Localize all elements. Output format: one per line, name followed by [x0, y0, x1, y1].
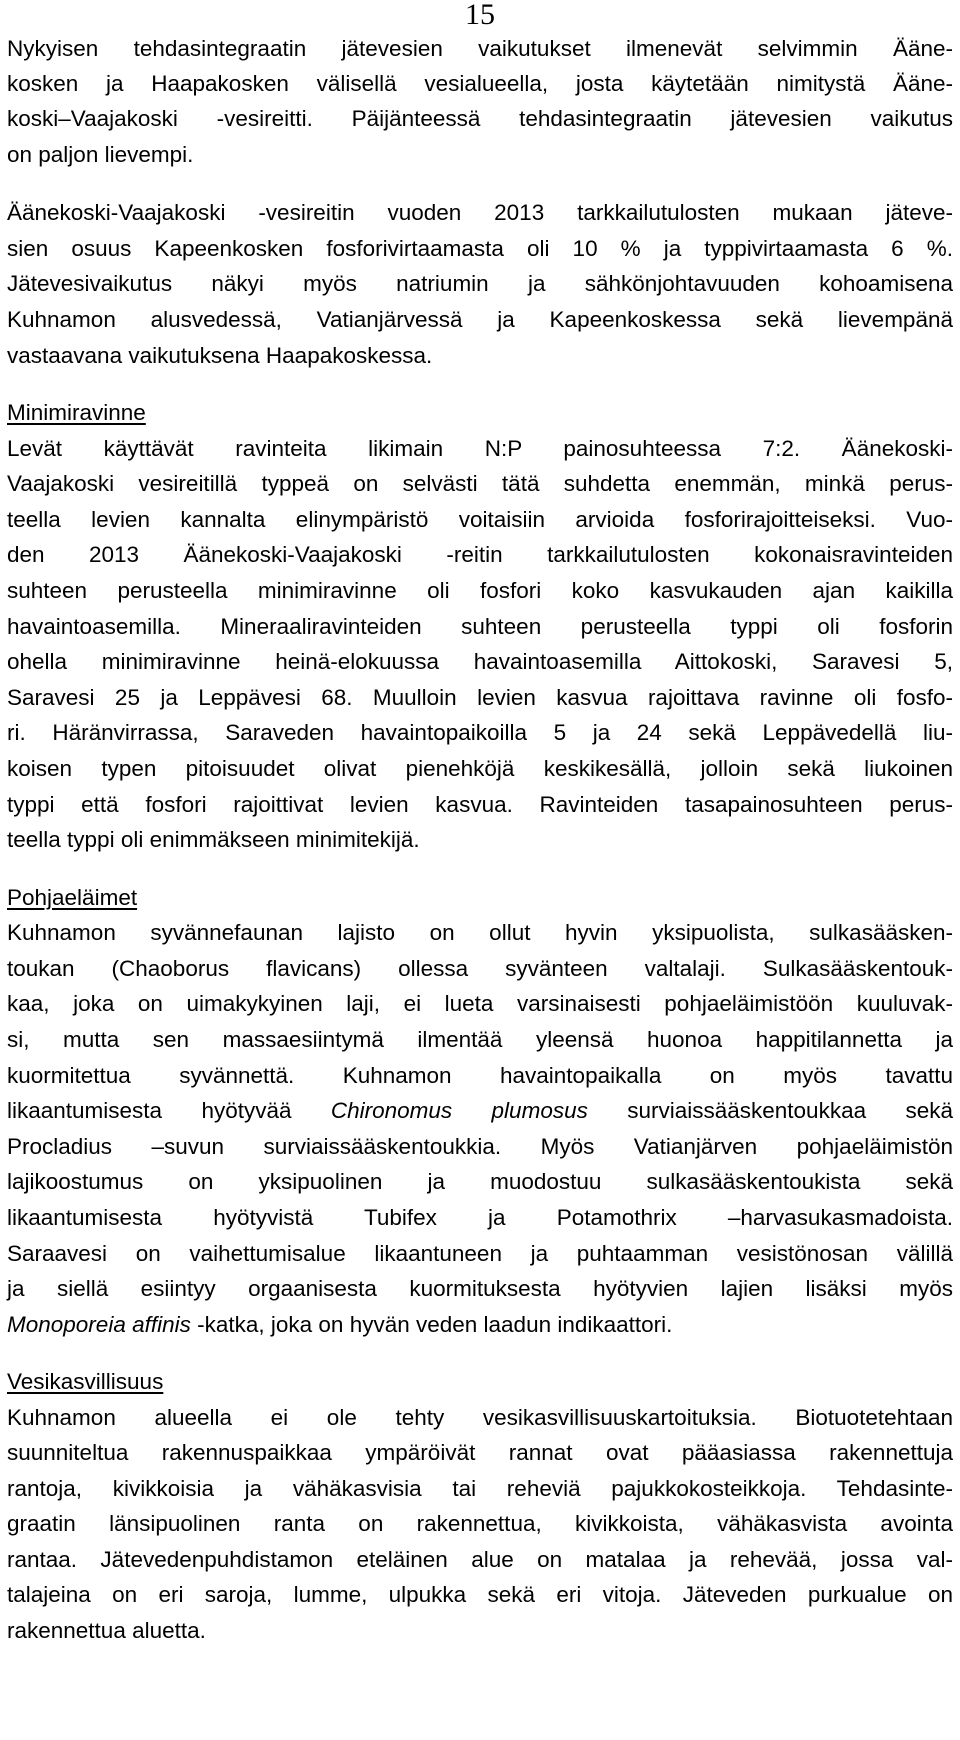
text-line: typpi että fosfori rajoittivat levien kasvua. Ravinteiden tasapainosuhteen perus- — [7, 792, 953, 817]
text-line: ri. Häränvirrassa, Saraveden havaintopaikoilla 5 ja 24 sekä Leppävedellä liu- — [7, 720, 953, 745]
section-heading: Minimiravinne — [7, 400, 146, 425]
text-line: kosken ja Haapakosken välisellä vesialueella, josta käytetään nimitystä Ääne- — [7, 71, 953, 96]
text-line: Levät käyttävät ravinteita likimain N:P painosuhteessa 7:2. Äänekoski- — [7, 436, 953, 461]
text-line: ja siellä esiintyy orgaanisesta kuormituksesta hyötyvien lajien lisäksi myös — [7, 1276, 953, 1301]
text-line: sien osuus Kapeenkosken fosforivirtaamasta oli 10 % ja typpivirtaamasta 6 %. — [7, 236, 953, 261]
text-line: Saravesi 25 ja Leppävesi 68. Muulloin levien kasvua rajoittava ravinne oli fosfo- — [7, 685, 953, 710]
text-line: Procladius –suvun surviaissääskentoukkia. Myös Vatianjärven pohjaeläimistön — [7, 1134, 953, 1159]
page-number: 15 — [465, 0, 495, 31]
text-line: teella typpi oli enimmäkseen minimitekijä. — [7, 827, 420, 852]
text-line: koski–Vaajakoski -vesireitti. Päijänteessä tehdasintegraatin jätevesien vaikutus — [7, 106, 953, 131]
text-line: Saraavesi on vaihettumisalue likaantuneen ja puhtaamman vesistönosan välillä — [7, 1241, 953, 1266]
text-line: kuormitettua syvännettä. Kuhnamon havaintopaikalla on myös tavattu — [7, 1063, 953, 1088]
text-line: graatin länsipuolinen ranta on rakennettua, kivikkoista, vähäkasvista avointa — [7, 1511, 953, 1536]
text-line: Äänekoski-Vaajakoski -vesireitin vuoden 2013 tarkkailutulosten mukaan jäteve- — [7, 200, 953, 225]
text-line: rantaa. Jätevedenpuhdistamon eteläinen alue on matalaa ja rehevää, jossa val- — [7, 1547, 953, 1572]
text-line: koisen typen pitoisuudet olivat pienehköjä keskikesällä, jolloin sekä liukoinen — [7, 756, 953, 781]
text-line: teella levien kannalta elinympäristö voitaisiin arvioida fosforirajoitteiseksi. Vuo- — [7, 507, 953, 532]
text-segment: surviaissääskentoukkaa sekä — [587, 1098, 953, 1123]
section-heading: Vesikasvillisuus — [7, 1369, 164, 1394]
text-line: toukan (Chaoborus flavicans) ollessa syvänteen valtalaji. Sulkasääskentouk- — [7, 956, 953, 981]
text-line: Kuhnamon alueella ei ole tehty vesikasvillisuuskartoituksia. Biotuotetehtaan — [7, 1405, 953, 1430]
text-line: si, mutta sen massaesiintymä ilmentää yleensä huonoa happitilannetta ja — [7, 1027, 953, 1052]
text-line — [7, 1091, 953, 1131]
text-line: lajikoostumus on yksipuolinen ja muodostuu sulkasääskentoukista sekä — [7, 1169, 953, 1194]
text-line: Kuhnamon alusvedessä, Vatianjärvessä ja Kapeenkoskessa sekä lievempänä — [7, 307, 953, 332]
text-line: Jätevesivaikutus näkyi myös natriumin ja sähkönjohtavuuden kohoamisena — [7, 271, 953, 296]
section-heading: Pohjaeläimet — [7, 885, 138, 910]
species-name: Chironomus plumosus — [330, 1098, 588, 1123]
text-line: Nykyisen tehdasintegraatin jätevesien vaikutukset ilmenevät selvimmin Ääne- — [7, 36, 953, 61]
text-line: Kuhnamon syvännefaunan lajisto on ollut hyvin yksipuolista, sulkasääsken- — [7, 920, 953, 945]
text-line: on paljon lievempi. — [7, 142, 194, 167]
text-line: ohella minimiravinne heinä-elokuussa havaintoasemilla Aittokoski, Saravesi 5, — [7, 649, 953, 674]
text-line: suunniteltua rakennuspaikkaa ympäröivät rannat ovat pääasiassa rakennettuja — [7, 1440, 953, 1465]
text-line: Vaajakoski vesireitillä typpeä on selvästi tätä suhdetta enemmän, minkä perus- — [7, 471, 953, 496]
text-line: den 2013 Äänekoski-Vaajakoski -reitin tarkkailutulosten kokonaisravinteiden — [7, 542, 953, 567]
text-line: rantoja, kivikkoisia ja vähäkasvisia tai reheviä pajukkokosteikkoja. Tehdasinte- — [7, 1476, 953, 1501]
text-line: talajeina on eri saroja, lumme, ulpukka sekä eri vitoja. Jäteveden purkualue on — [7, 1582, 953, 1607]
text-line: likaantumisesta hyötyvistä Tubifex ja Potamothrix –harvasukasmadoista. — [7, 1205, 953, 1230]
text-line: kaa, joka on uimakykyinen laji, ei lueta varsinaisesti pohjaeläimistöön kuuluvak- — [7, 991, 953, 1016]
species-name: Monoporeia affinis — [7, 1312, 191, 1337]
text-line: suhteen perusteella minimiravinne oli fosfori koko kasvukauden ajan kaikilla — [7, 578, 953, 603]
text-segment: -katka, joka on hyvän veden laadun indikaattori. — [190, 1312, 673, 1337]
text-line: havaintoasemilla. Mineraaliravinteiden suhteen perusteella typpi oli fosforin — [7, 614, 953, 639]
text-line — [7, 1305, 953, 1345]
text-line: vastaavana vaikutuksena Haapakoskessa. — [7, 343, 433, 368]
text-line: rakennettua aluetta. — [7, 1618, 206, 1643]
text-segment: likaantumisesta hyötyvää — [7, 1098, 331, 1123]
